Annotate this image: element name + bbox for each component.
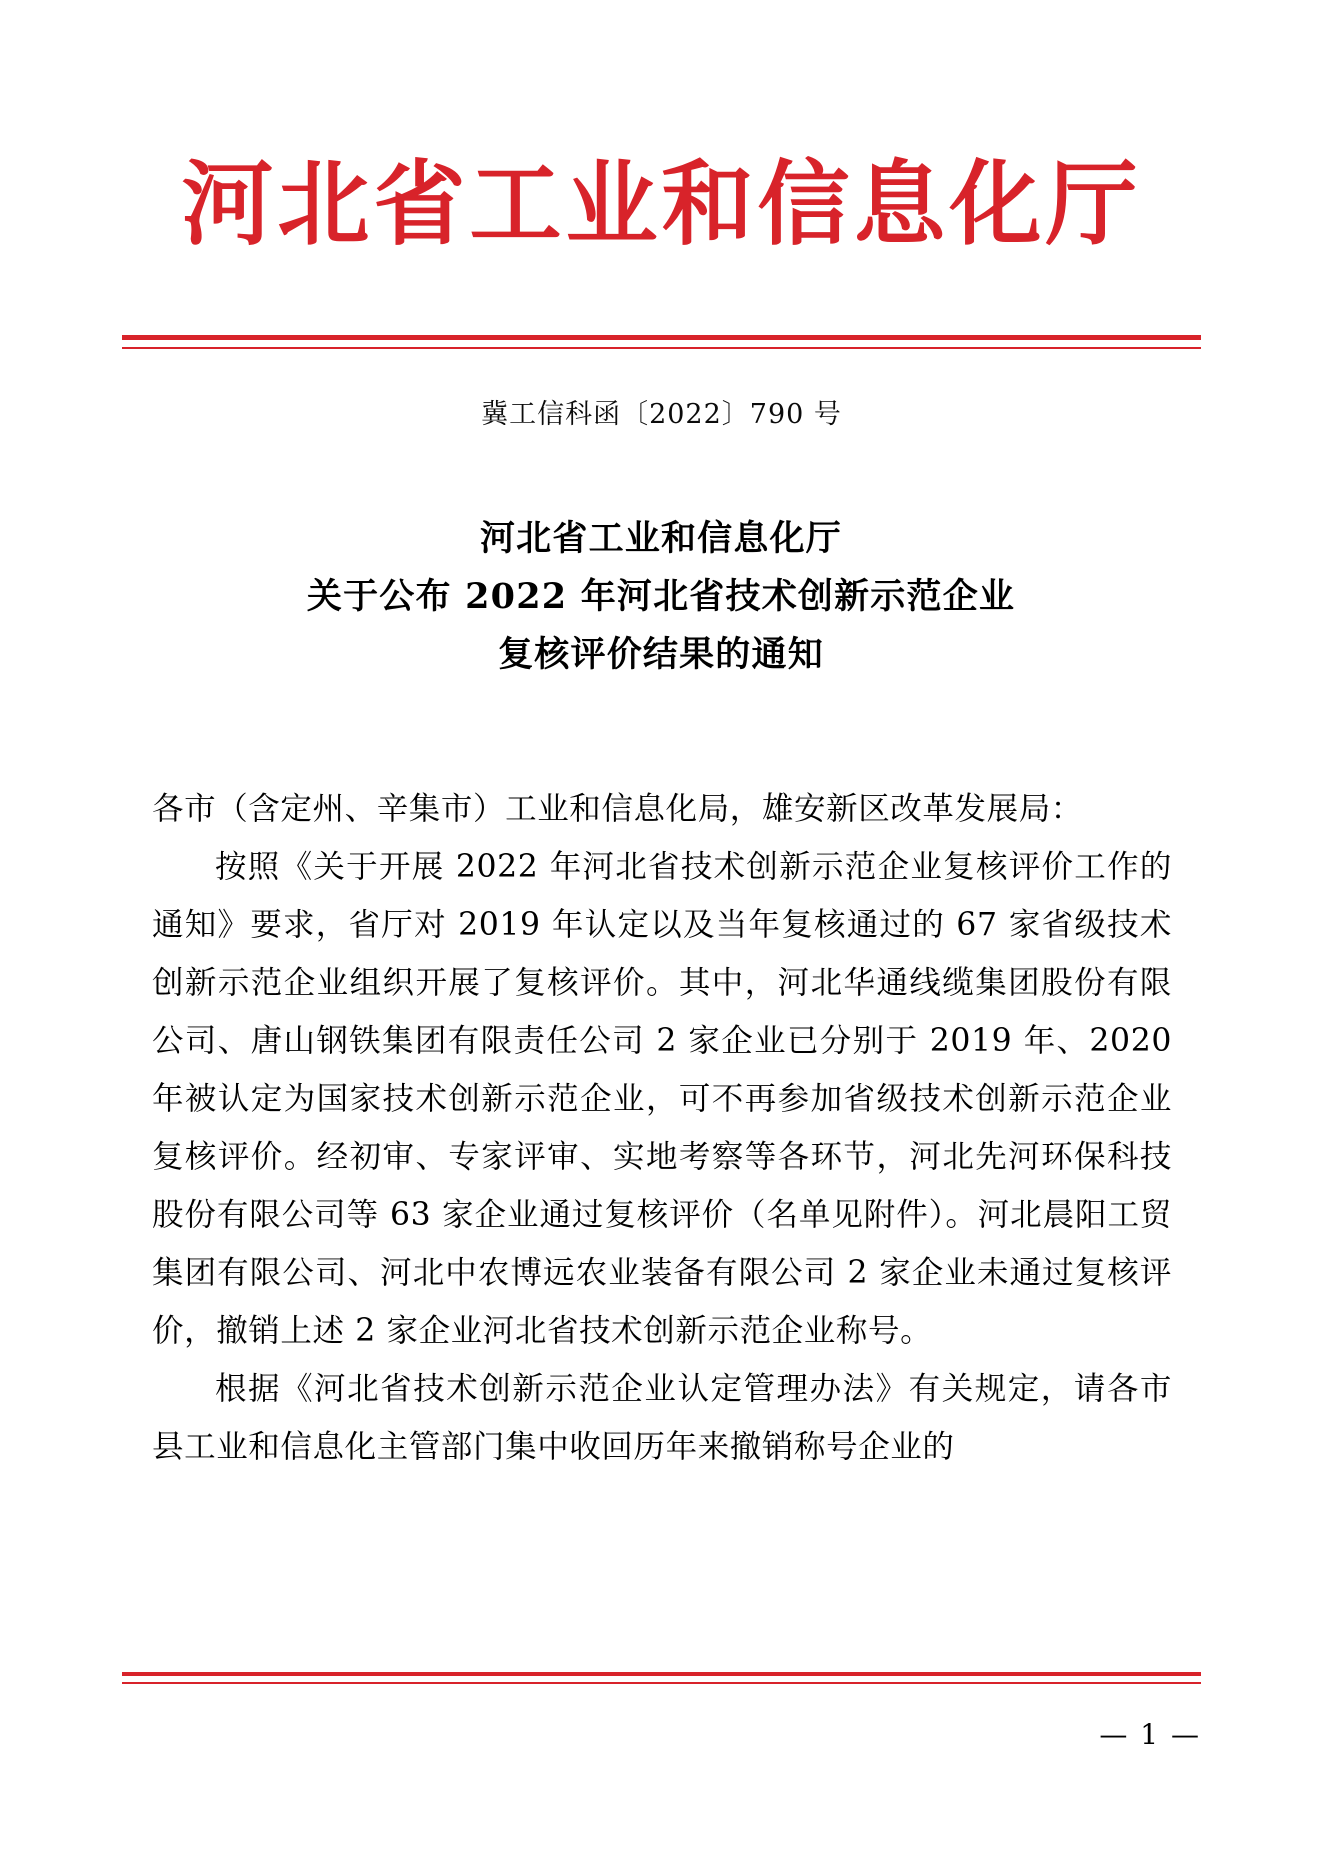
- document-number: 冀工信科函〔2022〕790 号: [481, 399, 842, 430]
- document-title: [161, 510, 1161, 684]
- title-line-1: 河北省工业和信息化厅: [479, 518, 842, 559]
- body-paragraph-2: 根据《河北省技术创新示范企业认定管理办法》有关规定，请各市县工业和信息化主管部门集中收回历年来撤销称号企业的: [152, 1371, 1172, 1465]
- recipient-line: 各市（含定州、辛集市）工业和信息化局，雄安新区改革发展局：: [152, 791, 1083, 827]
- masthead-title: 河北省工业和信息化厅: [181, 150, 1142, 258]
- footer-rule-thin: [122, 1682, 1201, 1684]
- masthead: [0, 150, 1323, 259]
- masthead-rule-thick: [122, 335, 1201, 340]
- footer-rule-thick: [122, 1672, 1201, 1676]
- document-body: [152, 780, 1172, 1476]
- page-number: — 1 —: [1099, 1718, 1201, 1751]
- masthead-rule-thin: [122, 347, 1201, 349]
- title-line-3: 复核评价结果的通知: [498, 634, 824, 675]
- body-paragraph-1: 按照《关于开展 2022 年河北省技术创新示范企业复核评价工作的通知》要求，省厅对 2019 年认定以及当年复核通过的 67 家省级技术创新示范企业组织开展了复核评价。其中，河北华通线缆集团股份有限公司、唐山钢铁集团有限责任公司 2 家企业已分别于 2019 年、2020 年被认定为国家技术创新示范企业，可不再参加省级技术创新示范企业复核评价。经初审、专家评审、实地考察等各环节，河北先河环保科技股份有限公司等 63 家企业通过复核评价（名单见附件）。河北晨阳工贸集团有限公司、河北中农博远农业装备有限公司 2 家企业未通过复核评价，撤销上述 2 家企业河北省技术创新示范企业称号。: [152, 849, 1172, 1349]
- title-line-2: 关于公布 2022 年河北省技术创新示范企业: [306, 576, 1016, 617]
